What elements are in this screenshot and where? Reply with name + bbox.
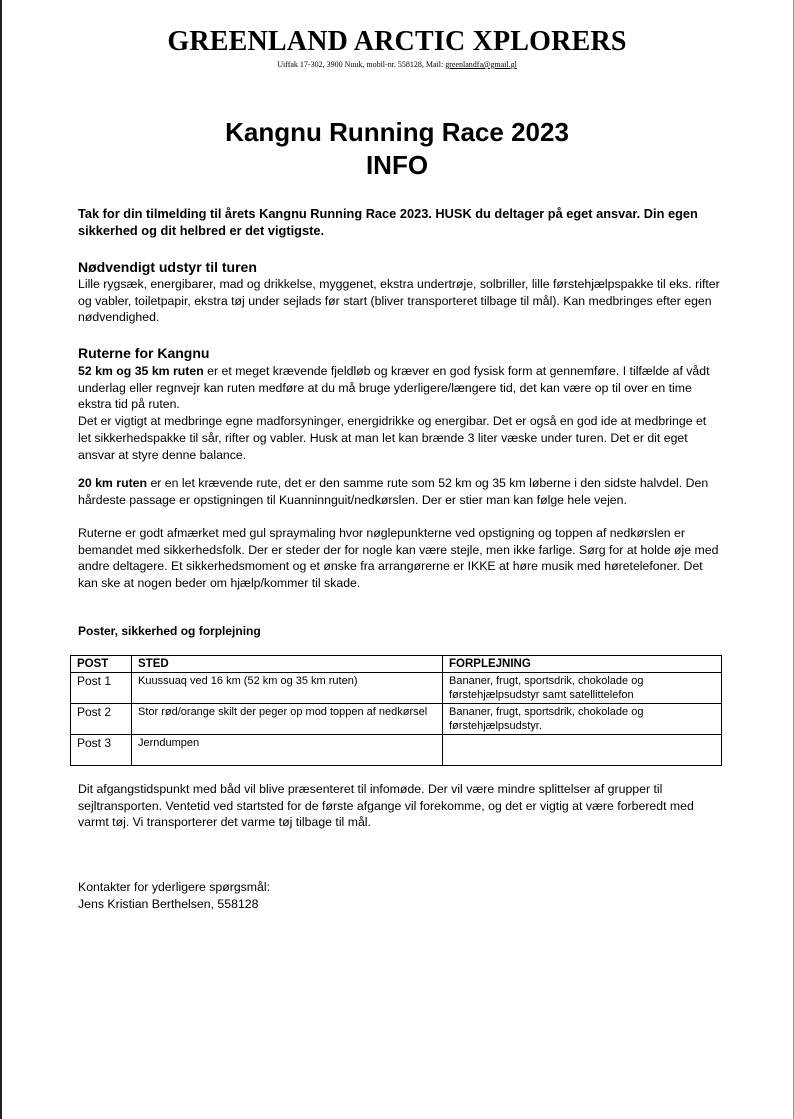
table-header-row [71, 656, 722, 673]
posts-heading: Poster, sikkerhed og forplejning [78, 624, 261, 638]
long-route-paragraph [78, 363, 720, 463]
long-route-text-2: Det er vigtigt at medbringe egne madforsyninger, energidrikke og energibar. Det er også en god ide at medbringe et let sikkerhedspakke til sår, rifter og vabler. Husk at man let kan brænde 3 liter væske under turen. Det er dit eget ansvar at styre denne balance. [78, 414, 707, 462]
posts-table [70, 655, 722, 766]
short-route-text: er en let krævende rute, det er den samme rute som 52 km og 35 km løberne i den sidste halvdel. Den hårdeste passage er opstigningen til Kuanninnguit/nedkørslen. Der er stier man kan følge hele vejen. [78, 476, 709, 507]
table-row [71, 673, 722, 704]
post-cell: Post 3 [71, 735, 132, 766]
equipment-text: Lille rygsæk, energibarer, mad og drikkelse, myggenet, ekstra undertrøje, solbriller, lille førstehjælpspakke til eks. rifter og vabler, toiletpapir, ekstra tøj under sejlads før start (bliver transporteret tilbage til mål). Kan medbringes efter egen nødvendighed. [78, 277, 720, 325]
contact-person: Jens Kristian Berthelsen, 558128 [78, 896, 259, 911]
table-row [71, 704, 722, 735]
address-line [0, 59, 794, 71]
routes-heading: Ruterne for Kangnu [78, 345, 210, 361]
sted-cell: Jerndumpen [132, 735, 443, 766]
route-marking-paragraph: Ruterne er godt afmærket med gul spraymaling hvor nøglepunkterne ved opstigning og toppen af nedkørslen er bemandet med sikkerhedsfolk. Der er steder der for nogle kan være stejle, men ikke farlige. Sørg for at holde øje med andre deltagere. Et sikkerhedsmoment og et ønske fra arrangørerne er IKKE at høre musik med høretelefoner. Det kan ske at nogen beder om hjælp/kommer til skade. [78, 526, 719, 591]
company-name: GREENLAND ARCTIC XPLORERS [167, 26, 627, 57]
post-cell: Post 2 [71, 704, 132, 735]
header-sted: STED [132, 656, 443, 673]
short-route-paragraph [78, 475, 720, 508]
title-line-1: Kangnu Running Race 2023 [225, 117, 569, 147]
long-route-text: er et meget krævende fjeldløb og kræver en god fysisk form at gennemføre. I tilfælde af vådt underlag eller regnvejr kan ruten medføre at du må bruge yderligere/længere tid, det kan være op til over en time ekstra tid på ruten. [78, 364, 710, 412]
title-line-2: INFO [365, 150, 429, 180]
sted-cell: Kuussuaq ved 16 km (52 km og 35 km ruten) [132, 673, 443, 704]
long-route-label: 52 km og 35 km ruten [78, 364, 204, 378]
address-text: Uiffak 17-302, 3900 Nuuk, mobil-nr. 558128, Mail: [277, 60, 446, 69]
contact-label: Kontakter for yderligere spørgsmål: [78, 880, 271, 894]
table-row [71, 735, 722, 766]
header-forplejning: FORPLEJNING [443, 656, 722, 673]
document-title [0, 116, 794, 182]
email-link[interactable]: greenlandfa@gmail.gl [445, 60, 517, 69]
departure-paragraph: Dit afgangstidspunkt med båd vil blive præsenteret til infomøde. Der vil være mindre splittelser af grupper til sejltransporten. Ventetid ved startsted for de første afgange vil forekomme, og det er vigtig at være forberedt med varmt tøj. Vi transporterer det varme tøj tilbage til mål. [78, 782, 694, 830]
short-route-label: 20 km ruten [78, 476, 148, 490]
forplejning-cell: Bananer, frugt, sportsdrik, chokolade og førstehjælpsudstyr samt satellittelefon [443, 673, 722, 704]
equipment-heading: Nødvendigt udstyr til turen [78, 259, 257, 275]
forplejning-cell: Bananer, frugt, sportsdrik, chokolade og førstehjælpsudstyr. [443, 704, 722, 735]
post-cell: Post 1 [71, 673, 132, 704]
letterhead [0, 26, 794, 71]
intro-paragraph: Tak for din tilmelding til årets Kangnu Running Race 2023. HUSK du deltager på eget ansvar. Din egen sikkerhed og dit helbred er det vigtigste. [78, 206, 698, 238]
sted-cell: Stor rød/orange skilt der peger op mod toppen af nedkørsel [132, 704, 443, 735]
header-post: POST [71, 656, 132, 673]
contact-block [78, 879, 720, 912]
forplejning-cell [443, 735, 722, 766]
